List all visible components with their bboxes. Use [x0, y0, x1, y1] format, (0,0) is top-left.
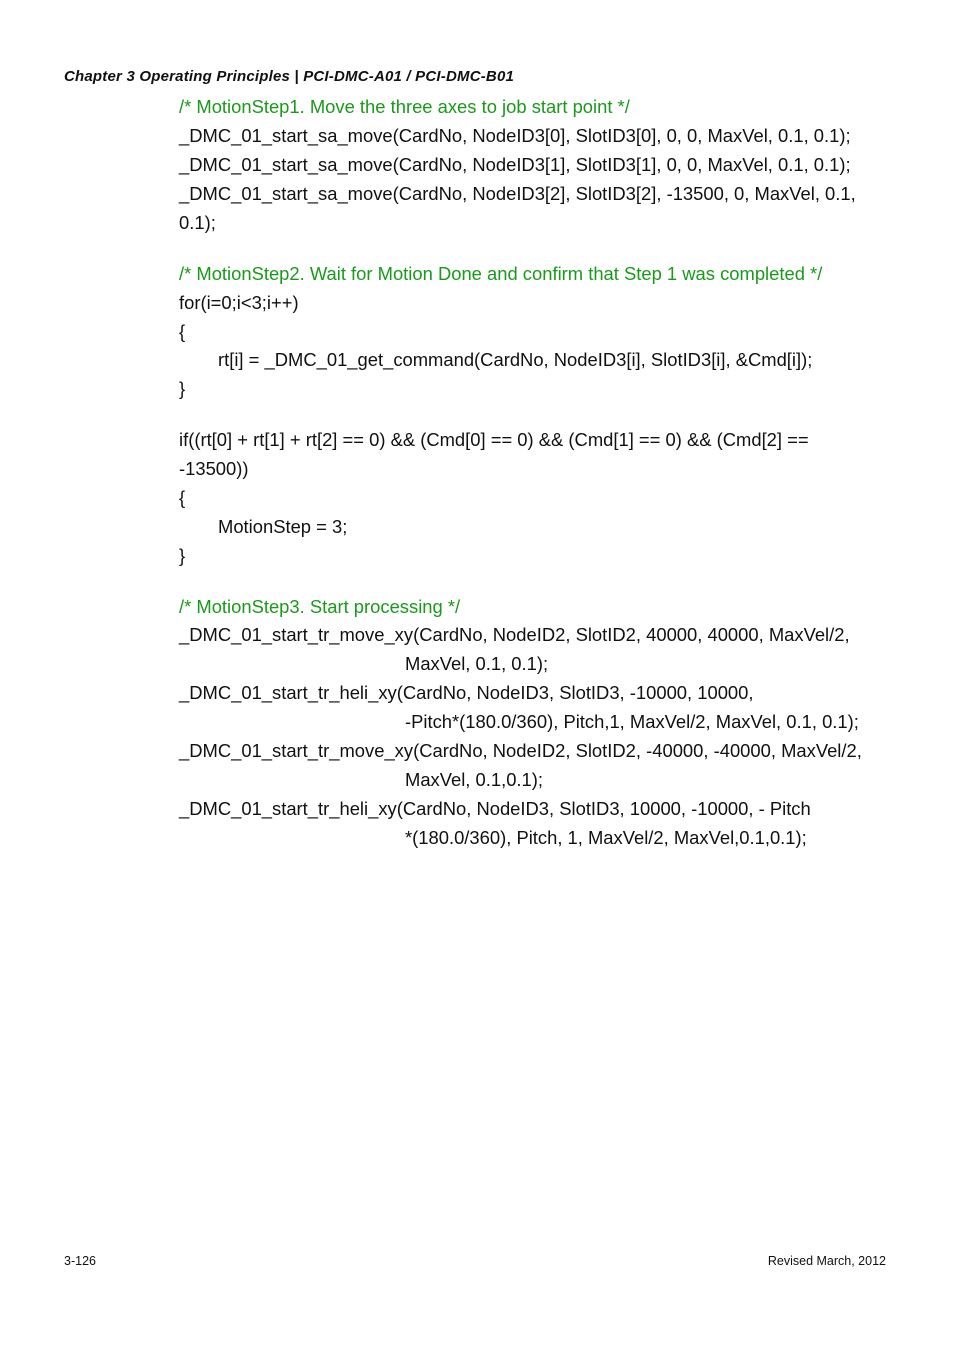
- comment-motion-step-1: /* MotionStep1. Move the three axes to job start point */: [179, 96, 630, 117]
- code-line: _DMC_01_start_tr_move_xy(CardNo, NodeID2, SlotID2, -40000, -40000, MaxVel/2,: [179, 740, 862, 761]
- revision-date: Revised March, 2012: [767, 1254, 886, 1268]
- code-line: MaxVel, 0.1,0.1);: [405, 769, 544, 790]
- code-line: if((rt[0] + rt[1] + rt[2] == 0) && (Cmd[0] == 0) && (Cmd[1] == 0) && (Cmd[2] ==: [179, 429, 809, 450]
- code-line: {: [179, 321, 186, 342]
- code-line: _DMC_01_start_tr_heli_xy(CardNo, NodeID3, SlotID3, 10000, -10000, - Pitch: [179, 798, 811, 819]
- code-line: _DMC_01_start_tr_heli_xy(CardNo, NodeID3, SlotID3, -10000, 10000,: [179, 682, 754, 703]
- code-line: }: [179, 378, 186, 399]
- code-line: rt[i] = _DMC_01_get_command(CardNo, NodeID3[i], SlotID3[i], &Cmd[i]);: [218, 349, 813, 370]
- code-line: {: [179, 487, 186, 508]
- code-line: MotionStep = 3;: [218, 516, 348, 537]
- code-line: _DMC_01_start_sa_move(CardNo, NodeID3[1], SlotID3[1], 0, 0, MaxVel, 0.1, 0.1);: [179, 154, 851, 175]
- code-line: 0.1);: [179, 212, 216, 233]
- page-number: 3-126: [64, 1254, 96, 1268]
- code-line: MaxVel, 0.1, 0.1);: [405, 653, 549, 674]
- running-header: Chapter 3 Operating Principles | PCI-DMC-A01 / PCI-DMC-B01: [64, 68, 515, 85]
- code-line: _DMC_01_start_sa_move(CardNo, NodeID3[0], SlotID3[0], 0, 0, MaxVel, 0.1, 0.1);: [179, 125, 851, 146]
- code-line: for(i=0;i<3;i++): [179, 292, 299, 313]
- code-line: _DMC_01_start_sa_move(CardNo, NodeID3[2], SlotID3[2], -13500, 0, MaxVel, 0.1,: [179, 183, 856, 204]
- code-line: -Pitch*(180.0/360), Pitch,1, MaxVel/2, MaxVel, 0.1, 0.1);: [405, 711, 859, 732]
- comment-motion-step-2: /* MotionStep2. Wait for Motion Done and confirm that Step 1 was completed */: [179, 263, 823, 284]
- comment-motion-step-3: /* MotionStep3. Start processing */: [179, 596, 461, 617]
- code-line: -13500)): [179, 458, 249, 479]
- code-line: *(180.0/360), Pitch, 1, MaxVel/2, MaxVel,0.1,0.1);: [405, 827, 807, 848]
- code-line: }: [179, 545, 186, 566]
- code-line: _DMC_01_start_tr_move_xy(CardNo, NodeID2, SlotID2, 40000, 40000, MaxVel/2,: [179, 624, 850, 645]
